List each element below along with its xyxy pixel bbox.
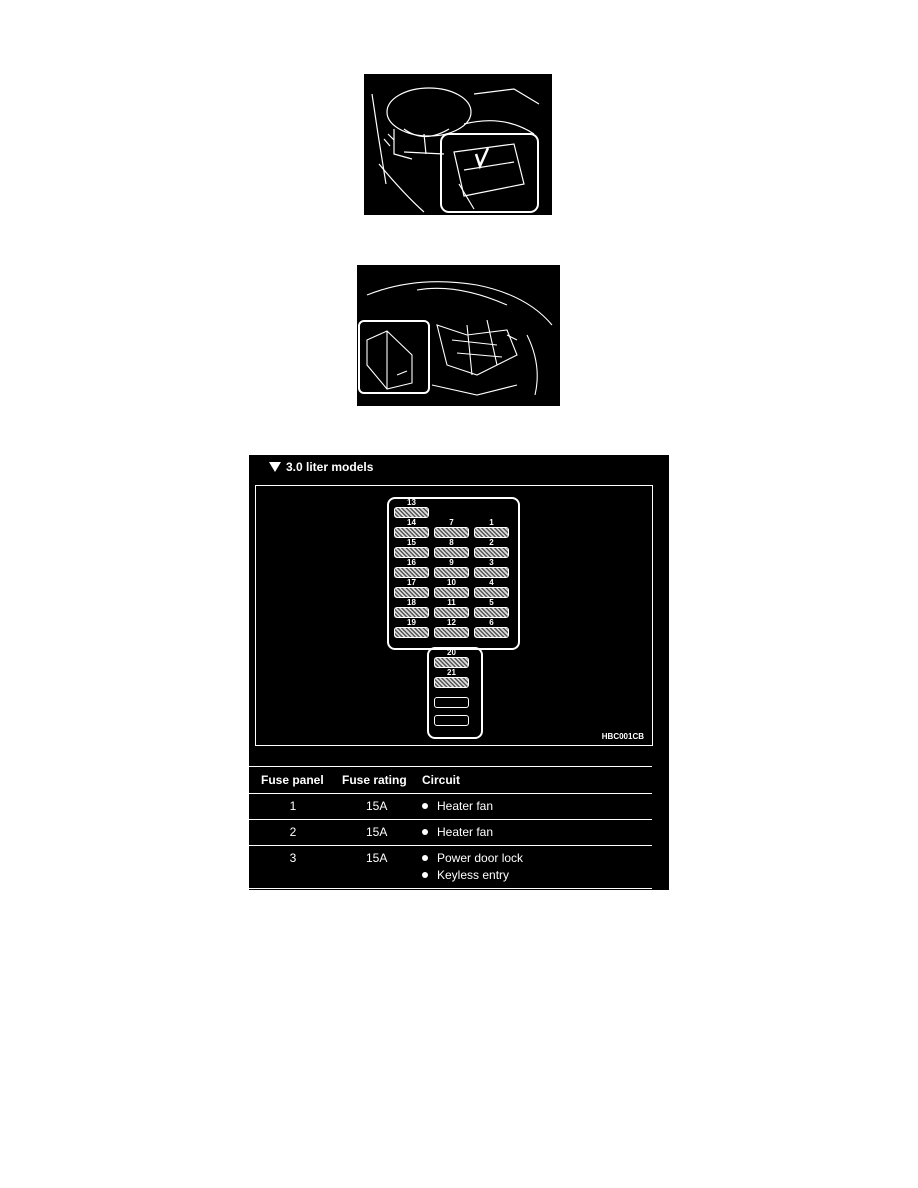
table-row-rating: 15A [366, 825, 388, 839]
table-row-circuit: Keyless entry [422, 868, 509, 882]
diagram-frame: 13 14 15 16 17 18 19 7 8 9 10 11 12 1 2 3 4 5 6 20 21 HBC001CB [255, 485, 653, 746]
table-row-rating: 15A [366, 799, 388, 813]
header-circuit: Circuit [422, 773, 461, 787]
table-rule [249, 793, 652, 794]
table-row-circuit: Power door lock [422, 851, 523, 865]
diagram-title [269, 460, 373, 474]
table-rule [249, 845, 652, 846]
table-row-circuit: Heater fan [422, 799, 493, 813]
table-row-rating: 15A [366, 851, 388, 865]
header-fuse-rating: Fuse rating [342, 773, 407, 787]
table-rule [249, 819, 652, 820]
triangle-down-icon [269, 462, 281, 472]
bullet-icon [422, 829, 428, 835]
engine-compartment-fuse-box-illustration-icon [357, 265, 560, 406]
bullet-icon [422, 855, 428, 861]
table-rule [249, 766, 652, 767]
engine-compartment-illustration [357, 265, 560, 406]
table-row-panel: 1 [289, 799, 297, 813]
bullet-icon [422, 803, 428, 809]
table-rule [249, 888, 652, 889]
table-row-circuit: Heater fan [422, 825, 493, 839]
glove-box-fuse-panel-illustration-icon [364, 74, 552, 215]
glove-box-illustration [364, 74, 552, 215]
fuse-panel-diagram [249, 455, 669, 890]
diagram-code: HBC001CB [601, 732, 644, 741]
bullet-icon [422, 872, 428, 878]
table-row-panel: 3 [289, 851, 297, 865]
table-row-panel: 2 [289, 825, 297, 839]
diagram-title-text: 3.0 liter models [286, 460, 374, 474]
header-fuse-panel: Fuse panel [261, 773, 324, 787]
